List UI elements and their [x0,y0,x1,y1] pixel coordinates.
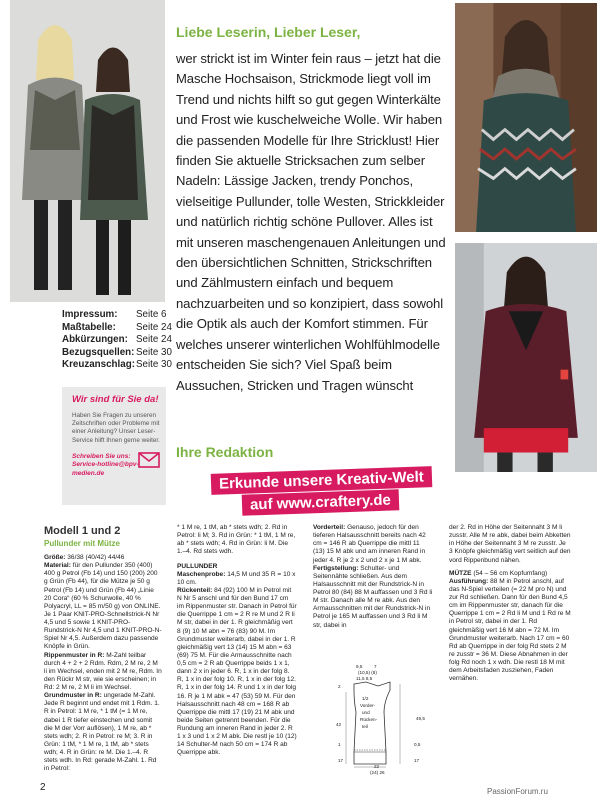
schematic-right-label: 0,5 [414,742,421,747]
garment-schematic [334,662,434,777]
section-text: * 1 M re, 1 tM, ab * stets wdh; 2. Rd in Petrol: li M; 3. Rd in Grün: * 1 tM, 1 M re, ab * stets wdh; 4. Rd in Grün: li M. Die 1.–4. Rd stets wdh. [177,524,296,556]
section-text: ungerade M-Zahl. Jede R beginnt und endet mit 1 Rdm. 1. R in Petrol: 1 M re, * 1 tM (= 1 M re, dabei 1 R tiefer einstechen und somit die M der Vorr auflösen), 1 M re, ab * stets wdh; 2. R in Petrol: re M; 3. R in Grün: 1 tM, * 1 M re, 1 tM, ab * stets wdh; 4. R in Grün: re M. Die 1.–4. R stets wdh. In Rd: gerade M-Zahl. 1. Rd in Petrol: [44,692,160,773]
index-row [62,322,172,335]
schematic-right-label: 49,5 [416,716,425,721]
section-head: PULLUNDER [177,562,218,570]
section-head: Maschenprobe: [177,570,226,578]
pattern-paragraph [177,563,297,571]
pattern-paragraph [44,652,162,693]
section-head: Rückenteil: [177,586,213,594]
photo-woman-knit-vest-icon [455,243,597,472]
pattern-column-2 [177,524,297,758]
schematic-center-label: Vorder- [360,703,376,708]
service-text: Haben Sie Fragen zu unseren Zeitschriften oder Probleme mit einer Anleitung? Unser Leser-Service hilft Ihnen gerne weiter. [72,412,160,444]
index-label: Kreuzanschlag: [62,359,135,370]
index-label: Impressum: [62,309,118,320]
section-text: der 2. Rd in Höhe der Seitennaht 3 M li zusstr. Alle M re abk, dabei beim Abketten in Höhe der Seitennaht 3 M re zusstr. Je 3 Knöpfe gleichmäßig vert seitlich auf den vord Rippenbund nähen. [449,524,571,564]
pattern-paragraph [177,587,297,758]
model-title: Modell 1 und 2 [44,525,121,537]
photo-woman-patterned-sweater-icon [455,3,597,232]
photo-two-women-knitwear-icon [10,0,165,302]
schematic-left-label: 17 [338,758,344,763]
section-text: Schulter- und Seitennähte schließen. Aus dem Halsausschnitt mit der Rundstrick-N in Petrol 80 (84) 88 M auffassen und 3 Rd li M str. Danach alle M re abk. Aus den Armausschnitten mit der Rundstrick-N in Petrol je 165 M auffassen und 3 Rd li M str, dabei in [313,564,433,629]
photo-two-women [10,0,167,302]
schematic-right-label: 17 [414,758,420,763]
schematic-top-label: (10,5) (8) [358,670,377,675]
section-head: Grundmuster in R: [44,692,102,700]
page-number: 2 [40,782,46,793]
index-value: Seite 24 [136,321,172,333]
section-head: Größe: [44,554,66,561]
schematic-center-label: Rücken- [360,717,378,722]
schematic-center-label: und [362,710,370,715]
index-value: Seite 6 [136,309,167,320]
index-label: Bezugsquellen: [62,346,135,358]
section-head: Ausführung: [449,577,489,585]
service-title: Wir sind für Sie da! [72,394,159,405]
schematic-center-label: teil [362,724,368,729]
pattern-paragraph [449,524,571,565]
section-text: 14,5 M und 35 R = 10 x 10 cm. [177,570,296,586]
banner-line-1: Erkunde unsere Kreativ-Welt [211,466,432,495]
section-text: für den Pullunder 350 (400) 400 g Petrol (Fb 14) und 150 (200) 200 g Grün (Fb 44), für die Mütze je 50 g Petrol (Fb 14) und Grün (Fb 44) „Linie 20 Cora“ (60 % Schurwolle, 40 % Polyacryl, LL = 85 m/50 g) von ONLINE. Je 1 Paar KNIT-PRO-Schnellstrick-N Nr 4,5 und 5 sowie 1 KNIT-PRO-Rundstrick-N Nr 4,5 und 1 KNIT-PRO-N-Spiel Nr 4,5. Außerdem dazu passende Knöpfe in Grün. [44,562,162,651]
pattern-paragraph [177,524,297,557]
pattern-paragraph [313,565,433,630]
section-text: (54 – 56 cm Kopfumfang) [471,569,548,577]
pattern-column-3 [313,524,433,630]
pattern-column-1 [44,524,162,773]
pattern-paragraph [177,571,297,587]
craftery-banner[interactable] [208,470,450,520]
index-value: Seite 30 [136,346,172,358]
pattern-column-4 [449,524,571,683]
section-head: MÜTZE [449,569,472,577]
model-subtitle: Pullunder mit Mütze [44,539,120,548]
photo-woman-knit-vest [452,240,600,475]
schematic-left-label: 1 [338,742,341,747]
banner-line-2[interactable]: auf www.craftery.de [242,489,400,515]
schematic-center-label: 1/2 [362,696,369,701]
section-head: Rippenmuster in R: [44,651,105,659]
schematic-top-label: 11,5 8,5 [356,676,373,681]
section-text: 88 M in Petrol anschl, auf das N-Spiel verteilen (= 22 M pro N) und zur Rd schließen. Dann für den Bund 4,5 cm im Rippenmuster str, danach für die Querrippe 1 cm = 2 Rd li M und 1 Rd re M in Petrol str, dabei in der 1. Rd gleichmäßig vert 16 M abn = 72 M. Im Grundmuster weiterarb. Nach 17 cm = 60 Rd ab Querrippe in der folg Rd stets 2 M re zusstr = 36 M. Diese Abnahmen in der folg Rd noch 1 x wdh. Die restl 18 M mit dem Arbeitsfaden zusziehen, Faden vernähen. [449,577,571,683]
schematic-left-label: 42 [336,722,342,727]
index-value: Seite 30 [136,359,172,370]
service-hotline[interactable]: Schreiben Sie uns: Service-hotline@bpv-medien.de [72,453,139,477]
index-label: Maßtabelle: [62,321,116,333]
pattern-paragraph [449,570,571,578]
schematic-top-label: 7 [374,664,377,669]
index-row [62,334,172,347]
photo-woman-patterned-sweater [452,0,600,235]
reader-service-box [62,385,166,505]
pattern-paragraph [44,562,162,651]
schematic-outline [354,682,390,764]
watermark: PassionForum.ru [487,787,548,796]
index-row [62,359,172,372]
pattern-paragraph [44,692,162,773]
page-index [62,309,172,372]
index-label: Abkürzungen: [62,334,128,345]
section-head: Material: [44,562,71,570]
section-head: Vorderteil: [313,524,346,531]
schematic-bottom-label: (24) 26 [370,770,385,775]
pattern-paragraph [449,578,571,684]
schematic-top-label: 9,5 [356,664,363,669]
pattern-paragraph [44,554,162,562]
schematic-bottom-label: 22 [374,764,380,769]
editorial-signoff: Ihre Redaktion [176,444,274,460]
section-head: Fertigstellung: [313,564,359,572]
editorial-body: wer strickt ist im Winter fein raus – jetzt hat die Masche Hochsaison, Strickmode liegt voll im Trend und nichts hilft so gut gegen Winterkälte und Frost wie kuschelweiche Wolle. Wir haben die passenden Modelle für Ihre Stricklust! Hier finden Sie aktuelle Stricksachen zum selber Nadeln: Lässige Jacken, trendy Ponchos, vielseitige Pullunder, tolle Westen, Strickkleider und natürlich richtig schöne Pullover. Alles ist mit unseren maschengenauen Anleitungen und den übersichtlichen Schnitten, Strickschriften und Zählmustern einfach und bequem nachzuarbeiten und so konzipiert, dass sowohl die Optik als auch der Komfort stimmen. Für welches unserer winterlichen Wohlfühlmodelle entscheiden Sie sich? Viel Spaß beim Aussuchen, Stricken und Tragen wünscht [176,51,446,393]
pattern-paragraph [313,524,433,565]
greeting-heading: Liebe Leserin, Lieber Leser, [176,24,361,40]
section-text: M-Zahl teilbar durch 4 + 2 + 2 Rdm. Rdm, 2 M re, 2 M li im Wechsel, enden mit 2 M re, Rdm. In den Rückr M str, wie sie erscheinen; in Rd: 2 M re, 2 M li im Wechsel. [44,651,162,691]
section-text: 36/38 (40/42) 44/46 [65,554,125,561]
index-value: Seite 24 [136,334,172,345]
index-row [62,309,172,322]
section-text: Genauso, jedoch für den tieferen Halsausschnitt bereits nach 42 cm = 146 R ab Querrippe die mittl 11 (13) 15 M abk und am inneren Rand in jeder 4. R je 2 x 2 und 2 x je 1 M abk. [313,524,426,564]
index-row [62,347,172,360]
section-text: 84 (92) 100 M in Petrol mit N Nr 5 anschl und für den Bund 17 cm im Rippenmuster str. Danach in Petrol für die Querrippe 1 cm = 2 R re M und 2 R li M str, dabei in der 1. R gleichmäßig vert 8 (9) 10 M abn = 76 (83) 90 M. Im Grundmuster weiterarb, dabei in der 1. R gleichmäßig vert 13 (14) 15 M abn = 63 (69) 75 M. Für die Armausschnitte nach 0,5 cm = 2 R ab Querrippe beids 1 x 1, dann 2 x in jeder 6. R, 1 x in der folg 8. R, 1 x in der folg 10. R, 1 x in der folg 12. R, 1 x in der folg 14. R und 1 x in der folg 16. R je 1 M abk = 47 (53) 59 M. Für den Halsausschnitt nach 48 cm = 168 R ab Querrippe die mittl 17 (19) 21 M abk und beide Seiten getrennt beenden. Für die Rundung am inneren Rand in jeder 2. R 1 x 3 und 1 x 2 M abk. Die restl je 10 (12) 14 Schulter-M nach 50 cm = 174 R ab Querrippe abk. [177,586,297,757]
schematic-left-label: 2 [338,684,341,689]
mail-icon [138,449,160,469]
